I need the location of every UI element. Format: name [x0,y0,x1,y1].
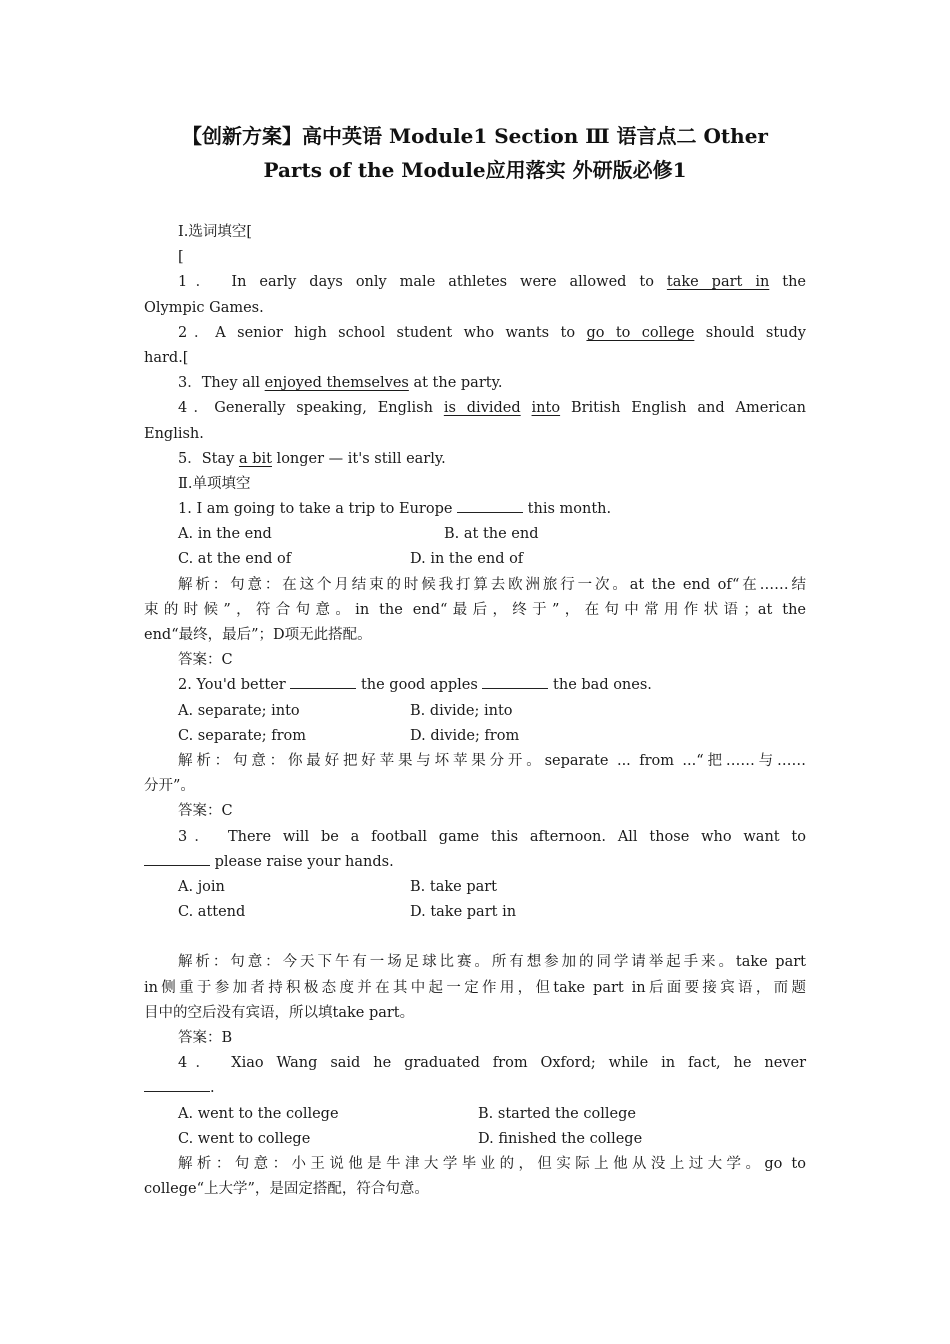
explanation-line: in侧重于参加者持积极态度并在其中起一定作用，但take part in后面要接宾语，而题 [144,979,806,996]
answer-blank [144,851,210,866]
document-title-line-1: 【创新方案】高中英语 Module1 Section Ⅲ 语言点二 Other [182,124,768,148]
option-a: A. went to the college [178,1105,339,1122]
answer-underline: go to college [586,324,695,341]
option-c: C. attend [178,904,246,921]
answer-blank [482,674,548,689]
mc-question-3-options-cd [144,900,806,925]
option-d: D. divide; from [410,727,520,744]
mc-question-1-options-cd [144,547,806,572]
question-4-line: 4．Generally speaking, English is divided into British English and American [178,400,807,417]
option-b: B. divide; into [410,702,513,719]
explanation-line: college“上大学”，是固定搭配，符合句意。 [144,1181,429,1198]
question-4-cont: English. [144,425,204,442]
option-b: B. at the end [444,526,539,543]
explanation-line: 解析：句意：在这个月结束的时候我打算去欧洲旅行一次。at the end of“在……结 [178,576,806,593]
mc-question-3-options-ab [144,875,806,900]
option-d: D. finished the college [478,1130,643,1147]
option-a: A. separate; into [178,702,300,719]
blank-spacer [144,925,806,950]
mc-question-2-options-ab [144,699,806,724]
option-d: D. take part in [410,904,517,921]
answer-underline: a bit [238,450,272,467]
option-b: B. started the college [478,1105,636,1122]
question-1-cont: Olympic Games. [144,299,264,316]
answer-blank [457,498,523,513]
mc-question-3-stem-cont: please raise your hands. [144,850,806,875]
question-3-line: 3．They all enjoyed themselves at the party. [178,375,503,392]
stray-bracket: [ [178,249,184,266]
option-a: A. join [178,878,225,895]
explanation-line: 束的时候”，符合句意。in the end“最后，终于”，在句中常用作状语；at the [144,601,806,618]
question-2-line: 2．A senior high school student who wants to go to college should study [178,324,806,341]
explanation-line: 解析：句意：小王说他是牛津大学毕业的，但实际上他从没上过大学。go to [178,1155,806,1172]
section-heading-1: Ⅰ.选词填空[ [178,224,252,240]
mc-question-4-stem: 4． Xiao Wang said he graduated from Oxford; while in fact, he never [178,1055,806,1072]
section-heading-2: Ⅱ.单项填空 [178,475,251,492]
explanation-line: 解析：句意：你最好把好苹果与坏苹果分开。separate ... from ...“把……与…… [178,752,806,769]
option-d: D. in the end of [410,551,524,568]
explanation-line: 解析：句意：今天下午有一场足球比赛。所有想参加的同学请举起手来。take part [178,954,806,971]
answer-line: 答案：B [178,1030,233,1046]
document-body [144,220,806,1202]
answer-blank [144,1077,210,1092]
question-5-line: 5．Stay a bit longer — it's still early. [178,450,446,467]
mc-question-4-stem-cont: . [144,1076,806,1101]
mc-question-3-stem: 3． There will be a football game this afternoon. All those who want to [178,828,806,845]
mc-question-1-stem: 1. I am going to take a trip to Europe this month. [144,497,806,522]
answer-underline: into [531,400,561,417]
document-title-line-2: Parts of the Module应用落实 外研版必修1 [263,158,687,182]
mc-question-2-stem: 2. You'd better the good apples the bad ones. [144,673,806,698]
question-1-line: 1． In early days only male athletes were allowed to take part in the [178,274,806,291]
option-c: C. went to college [178,1130,311,1147]
explanation-line: 目中的空后没有宾语，所以填take part。 [144,1004,415,1021]
answer-blank [290,674,356,689]
answer-line: 答案：C [178,652,233,669]
option-a: A. in the end [178,526,272,543]
explanation-line: end“最终，最后”；D项无此搭配。 [144,627,372,643]
answer-underline: is divided [443,400,521,417]
question-2-cont: hard.[ [144,349,189,366]
answer-underline: enjoyed themselves [264,375,409,392]
option-c: C. separate; from [178,727,307,744]
answer-underline: take part in [666,274,770,291]
mc-question-4-options-cd [144,1127,806,1152]
mc-question-2-options-cd [144,724,806,749]
explanation-line: 分开”。 [144,778,195,795]
answer-line: 答案：C [178,803,233,820]
option-c: C. at the end of [178,551,292,568]
mc-question-1-options-ab [144,522,806,547]
mc-question-4-options-ab [144,1102,806,1127]
option-b: B. take part [410,878,498,895]
